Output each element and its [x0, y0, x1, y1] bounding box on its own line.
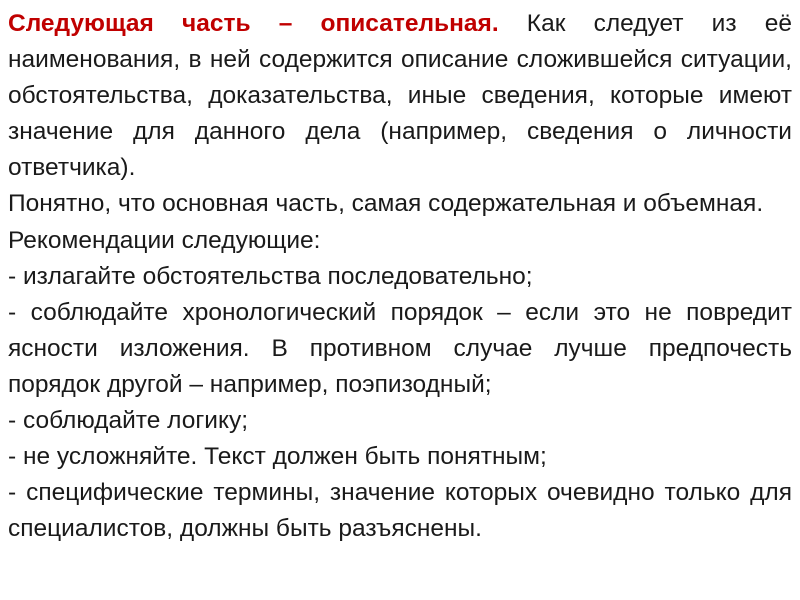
recommendations-heading: Рекомендации следующие:	[8, 226, 321, 254]
list-item: - излагайте обстоятельства последовательно;	[8, 262, 533, 290]
intro-paragraph	[8, 6, 792, 186]
list-item: - соблюдайте хронологический порядок – если это не повредит ясности изложения. В противном случае лучше предпочесть порядок другой – например, поэпизодный;	[8, 298, 792, 398]
intro-highlight: Следующая часть – описательная.	[8, 10, 499, 37]
list-item: - соблюдайте логику;	[8, 407, 249, 435]
text-block	[8, 6, 792, 547]
intro-text: Как следует из её наименования, в ней содержится описание сложившейся ситуации, обстоятельства, доказательства, иные сведения, которые имеют значение для данного дела (например, сведения о личности ответчика).	[8, 10, 792, 182]
list-item: - не усложняйте. Текст должен быть понятным;	[8, 443, 547, 471]
list-item: - специфические термины, значение которых очевидно только для специалистов, должны быть разъяснены.	[8, 479, 792, 543]
summary-paragraph: Понятно, что основная часть, самая содержательная и объемная.	[8, 190, 764, 218]
